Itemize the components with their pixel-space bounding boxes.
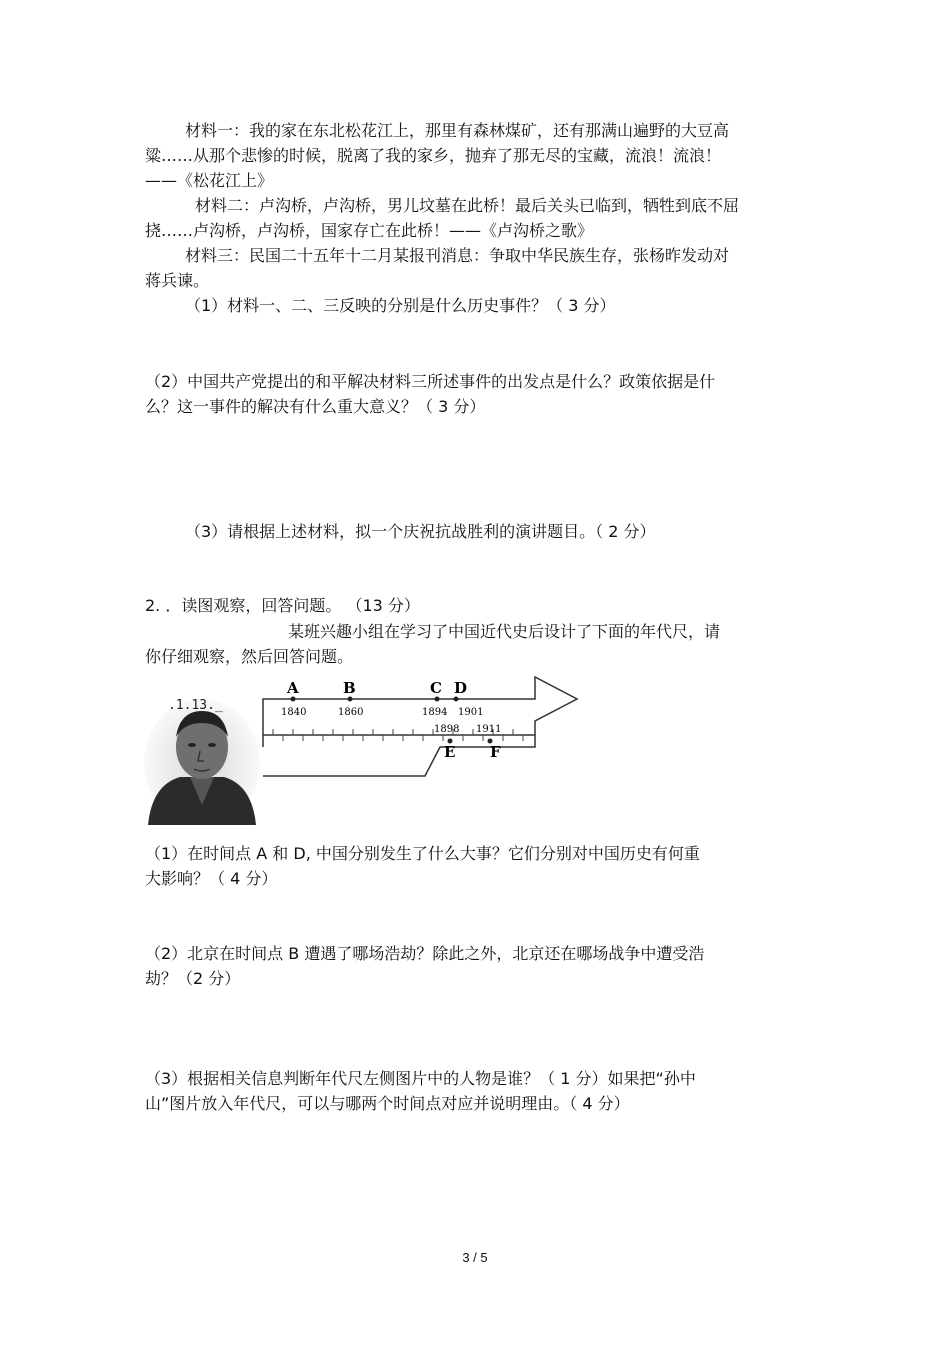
- q2-part-1-line-1: （1）在时间点 A 和 D, 中国分别发生了什么大事？它们分别对中国历史有何重: [145, 844, 700, 863]
- photo-caption: .1.13._: [168, 698, 223, 713]
- point-letter: F: [490, 743, 501, 761]
- material-2-line-1: 材料二：卢沟桥，卢沟桥，男儿坟墓在此桥！最后关头已临到，牺牲到底不屈: [195, 196, 740, 215]
- material-3-line-2: 蒋兵谏。: [145, 271, 210, 290]
- timeline-figure: [140, 675, 580, 825]
- point-year: 1911: [476, 724, 502, 735]
- point-letter: C: [430, 679, 442, 697]
- q2-intro-line-1: 某班兴趣小组在学习了中国近代史后设计了下面的年代尺，请: [288, 622, 721, 641]
- portrait-photo: [144, 699, 260, 825]
- page-number: 3 / 5: [462, 1250, 488, 1265]
- material-1-line-2: 粱……从那个悲惨的时候，脱离了我的家乡，抛弃了那无尽的宝藏，流浪！流浪！: [145, 146, 722, 165]
- q2-intro-line-2: 你仔细观察，然后回答问题。: [145, 647, 354, 666]
- q1-part-2-line-2: 么？这一事件的解决有什么重大意义？（ 3 分）: [145, 397, 486, 416]
- q2-part-2-line-2: 劫？（2 分）: [145, 969, 241, 988]
- q1-part-1: （1）材料一、二、三反映的分别是什么历史事件？（ 3 分）: [185, 296, 616, 315]
- q2-part-3-line-1: （3）根据相关信息判断年代尺左侧图片中的人物是谁？（ 1 分）如果把“孙中: [145, 1069, 696, 1088]
- q1-part-2-line-1: （2）中国共产党提出的和平解决材料三所述事件的出发点是什么？政策依据是什: [145, 372, 716, 391]
- point-letter: D: [454, 679, 468, 697]
- q1-part-3: （3）请根据上述材料，拟一个庆祝抗战胜利的演讲题目。（ 2 分）: [185, 522, 656, 541]
- material-1-source: ——《松花江上》: [145, 171, 274, 190]
- point-letter: A: [287, 679, 299, 697]
- point-year: 1840: [281, 707, 307, 718]
- q2-part-2-line-1: （2）北京在时间点 B 遭遇了哪场浩劫？除此之外，北京还在哪场战争中遭受浩: [145, 944, 705, 963]
- point-year: 1860: [338, 707, 364, 718]
- timeline-point-e: [434, 724, 459, 761]
- point-year: 1898: [434, 724, 460, 735]
- q2-header: 2. ．读图观察，回答问题。 （13 分）: [145, 596, 420, 615]
- q2-part-1-line-2: 大影响？（ 4 分）: [145, 869, 278, 888]
- material-3-line-1: 材料三：民国二十五年十二月某报刊消息：争取中华民族生存，张杨昨发动对: [185, 246, 730, 265]
- material-2-line-2: 挠……卢沟桥，卢沟桥，国家存亡在此桥！——《卢沟桥之歌》: [145, 221, 594, 240]
- point-letter: E: [444, 743, 456, 761]
- timeline-arrow: [263, 677, 577, 776]
- material-1-line-1: 材料一：我的家在东北松花江上，那里有森林煤矿，还有那满山遍野的大豆高: [185, 121, 730, 140]
- point-letter: B: [343, 679, 356, 697]
- q2-part-3-line-2: 山”图片放入年代尺，可以与哪两个时间点对应并说明理由。（ 4 分）: [145, 1094, 630, 1113]
- point-year: 1901: [458, 707, 484, 718]
- timeline-point-f: [476, 724, 501, 761]
- point-year: 1894: [422, 707, 448, 718]
